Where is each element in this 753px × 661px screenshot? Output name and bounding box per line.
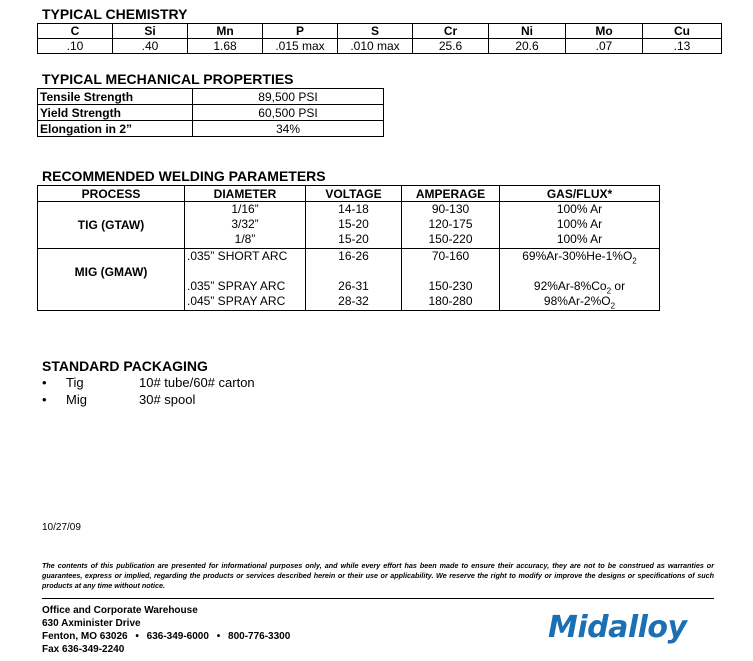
- tig-amperage-2: 120-175: [428, 217, 473, 231]
- chem-value-mo: .07: [566, 39, 643, 54]
- tig-gases: [500, 202, 660, 249]
- tig-diameter-1: 1/16”: [231, 202, 259, 216]
- tig-process: TIG (GTAW): [38, 202, 185, 249]
- chem-header-cr: Cr: [413, 24, 489, 39]
- chem-value-cr: 25.6: [413, 39, 489, 54]
- mig-voltage-1: 16-26: [338, 249, 369, 263]
- mech-label-yield: Yield Strength: [38, 105, 193, 121]
- mig-voltage-3: 28-32: [338, 294, 369, 308]
- chem-header-mn: Mn: [188, 24, 263, 39]
- chem-header-s: S: [338, 24, 413, 39]
- chem-value-si: .40: [113, 39, 188, 54]
- weld-row-mig: [38, 249, 660, 311]
- tig-diameter-2: 3/32”: [231, 217, 259, 231]
- address-line-3: [42, 630, 290, 643]
- tig-voltage-3: 15-20: [338, 232, 369, 246]
- mig-process: [38, 249, 185, 311]
- mig-voltages: [306, 249, 402, 311]
- chemistry-value-row: [38, 39, 722, 54]
- chem-value-cu: .13: [643, 39, 722, 54]
- tig-voltage-1: 14-18: [338, 202, 369, 216]
- bullet-icon: •: [42, 392, 47, 407]
- mig-gas-1: $69\%Ar-30\%He-1\%O_2$: [522, 249, 637, 266]
- document-date: 10/27/09: [42, 522, 81, 533]
- mechanical-table: [37, 88, 384, 137]
- tig-diameter-3: 1/8”: [234, 232, 256, 246]
- chem-header-p: P: [263, 24, 338, 39]
- separator-bullet: •: [216, 631, 221, 642]
- chem-value-s: .010 max: [338, 39, 413, 54]
- weld-header-voltage: VOLTAGE: [306, 186, 402, 202]
- mig-diameter-1: .035” SHORT ARC: [187, 249, 288, 263]
- mech-label-elongation: Elongation in 2”: [38, 121, 193, 137]
- tig-gas-3: 100% Ar: [556, 232, 603, 246]
- weld-row-tig: [38, 202, 660, 249]
- mech-value-tensile: 89,500 PSI: [193, 89, 384, 105]
- address-phone-1: 636-349-6000: [146, 631, 209, 642]
- packaging-item-name: Mig: [66, 392, 87, 407]
- mech-row-elongation: [38, 121, 384, 137]
- address-city: Fenton, MO 63026: [42, 631, 128, 642]
- mechanical-title: TYPICAL MECHANICAL PROPERTIES: [42, 71, 294, 87]
- address-block: [42, 604, 290, 656]
- mech-row-tensile: [38, 89, 384, 105]
- tig-voltage-2: 15-20: [338, 217, 369, 231]
- mig-amperage-3: 180-280: [428, 294, 473, 308]
- bullet-icon: •: [42, 375, 47, 390]
- mig-diameter-2: .035” SPRAY ARC: [187, 279, 286, 293]
- weld-header-diameter: DIAMETER: [185, 186, 306, 202]
- tig-amperages: [402, 202, 500, 249]
- packaging-item-tig: [42, 375, 255, 390]
- midalloy-logo: Midalloy: [548, 610, 687, 645]
- mig-amperage-1: 70-160: [431, 249, 470, 263]
- tig-gas-2: 100% Ar: [556, 217, 603, 231]
- separator-bullet: •: [135, 631, 139, 642]
- address-line-1: Office and Corporate Warehouse: [42, 605, 198, 616]
- address-phone-2: 800-776-3300: [228, 631, 291, 642]
- weld-header-process: PROCESS: [38, 186, 185, 202]
- address-line-2: 630 Axminister Drive: [42, 618, 141, 629]
- chem-header-ni: Ni: [489, 24, 566, 39]
- mig-process-label: MIG (GMAW): [74, 265, 148, 279]
- packaging-title: STANDARD PACKAGING: [42, 358, 208, 374]
- weld-header-amperage: AMPERAGE: [402, 186, 500, 202]
- mech-value-elongation: 34%: [193, 121, 384, 137]
- welding-table: [37, 185, 660, 311]
- chem-value-c: .10: [38, 39, 113, 54]
- footer-divider: [42, 598, 714, 599]
- weld-header-row: [38, 186, 660, 202]
- mig-gas-2: $92\%Ar-8\%Co_2$ or: [533, 279, 626, 296]
- disclaimer-text: The contents of this publication are presented for informational purposes only, and while every effort has been made to ensure their accuracy, they are not to be construed as warranties or guarantees, express or implied, regarding the products or services described herein or their use or applicability. We reserve the right to modify or improve the designs or specifications of such products at any time without notice.: [42, 561, 714, 590]
- mech-label-tensile: Tensile Strength: [38, 89, 193, 105]
- mig-voltage-2: 26-31: [338, 279, 369, 293]
- mig-diameters: [185, 249, 306, 311]
- welding-title: RECOMMENDED WELDING PARAMETERS: [42, 168, 326, 184]
- chem-header-c: C: [38, 24, 113, 39]
- packaging-item-name: Tig: [66, 375, 84, 390]
- mig-amperages: [402, 249, 500, 311]
- mig-gas-3: $98\%Ar-2\%O_2$: [543, 294, 616, 311]
- tig-amperage-3: 150-220: [428, 232, 473, 246]
- packaging-item-desc: 10# tube/60# carton: [139, 375, 255, 390]
- chemistry-header-row: [38, 24, 722, 39]
- packaging-item-desc: 30# spool: [139, 392, 196, 407]
- mech-row-yield: [38, 105, 384, 121]
- chem-value-p: .015 max: [263, 39, 338, 54]
- chemistry-table: [37, 23, 722, 54]
- address-fax: Fax 636-349-2240: [42, 644, 125, 655]
- chem-header-mo: Mo: [566, 24, 643, 39]
- packaging-item-mig: [42, 392, 195, 407]
- chemistry-title: TYPICAL CHEMISTRY: [42, 6, 188, 22]
- weld-header-gas: GAS/FLUX*: [500, 186, 660, 202]
- mig-gases: [500, 249, 660, 311]
- chem-value-mn: 1.68: [188, 39, 263, 54]
- chem-header-si: Si: [113, 24, 188, 39]
- mig-amperage-2: 150-230: [428, 279, 473, 293]
- chem-value-ni: 20.6: [489, 39, 566, 54]
- mig-diameter-3: .045” SPRAY ARC: [187, 294, 286, 308]
- tig-diameters: [185, 202, 306, 249]
- tig-amperage-1: 90-130: [431, 202, 470, 216]
- tig-gas-1: 100% Ar: [556, 202, 603, 216]
- chem-header-cu: Cu: [643, 24, 722, 39]
- mech-value-yield: 60,500 PSI: [193, 105, 384, 121]
- tig-voltages: [306, 202, 402, 249]
